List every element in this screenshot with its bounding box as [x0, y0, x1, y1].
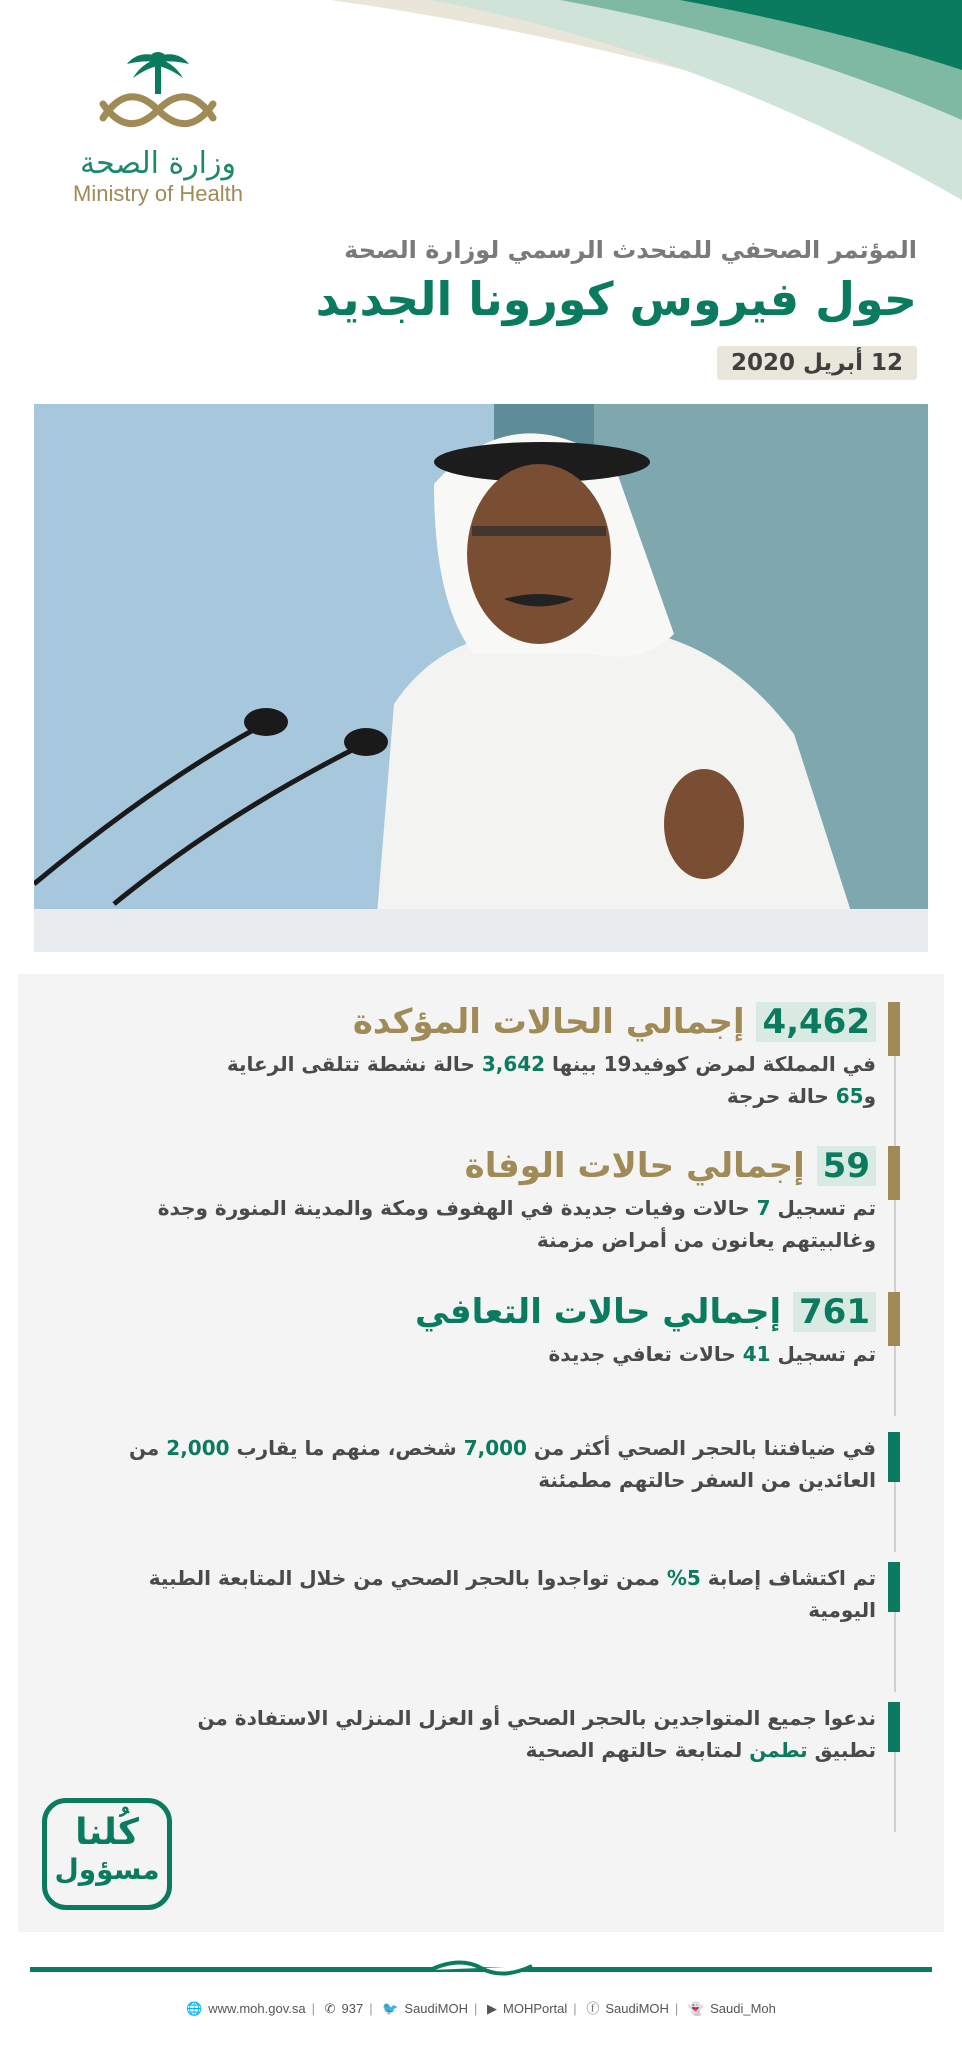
- facebook-icon: ⓕ: [586, 2001, 600, 2016]
- snapchat-handle[interactable]: Saudi_Moh: [710, 2001, 776, 2016]
- campaign-line2: مسؤول: [54, 1853, 160, 1886]
- footer-divider: [30, 1958, 932, 1982]
- section-marker: [888, 1432, 900, 1482]
- section-marker: [888, 1562, 900, 1612]
- stat-description: تم تسجيل 41 حالات تعافي جديدة: [548, 1342, 876, 1366]
- stat-description: تم تسجيل 7 حالات وفيات جديدة في الهفوف ومكة والمدينة المنورة وجدة وغالبيتهم يعانون من أمراض مزمنة: [157, 1196, 876, 1252]
- section-marker: [888, 1292, 900, 1346]
- globe-icon: 🌐: [186, 2001, 203, 2016]
- header: [97, 236, 917, 380]
- footer-contacts: 🌐 www.moh.gov.sa | ✆ 937 | 🐦 SaudiMOH | ▶ MOHPortal | ⓕ SaudiMOH | 👻 Saudi_Moh: [0, 1998, 962, 2017]
- note-quarantine-guests: [20, 1432, 900, 1496]
- stat-confirmed-cases: [20, 1002, 900, 1112]
- phone-icon: ✆: [324, 2001, 336, 2016]
- website-link[interactable]: www.moh.gov.sa: [208, 2001, 306, 2016]
- spokesman-photo: [34, 404, 928, 952]
- tatamman-app-name: تطمن: [749, 1738, 808, 1762]
- palm-swords-emblem-icon: [83, 48, 233, 144]
- stat-recoveries: [20, 1292, 900, 1370]
- moh-logo: [48, 48, 268, 238]
- campaign-line1: كُلنا: [75, 1812, 139, 1853]
- stat-heading: [20, 1002, 900, 1042]
- stat-deaths: [20, 1146, 900, 1256]
- page-subtitle: المؤتمر الصحفي للمتحدث الرسمي لوزارة الصحة: [344, 236, 917, 264]
- logo-arabic-name: وزارة الصحة: [80, 146, 236, 181]
- stat-heading: [20, 1146, 900, 1186]
- stat-heading: [20, 1292, 900, 1332]
- note-text: ندعوا جميع المتواجدين بالحجر الصحي أو العزل المنزلي الاستفادة من تطبيق تطمن لمتابعة حالتهم الصحية: [197, 1706, 876, 1762]
- youtube-handle[interactable]: MOHPortal: [503, 2001, 568, 2016]
- stat-description: في المملكة لمرض كوفيد19 بينها 3,642 حالة نشطة تتلقى الرعاية و65 حالة حرجة: [226, 1052, 876, 1108]
- date-badge: 12 أبريل 2020: [717, 346, 917, 380]
- page-title: حول فيروس كورونا الجديد: [315, 272, 917, 326]
- facebook-handle[interactable]: SaudiMOH: [605, 2001, 669, 2016]
- stat-number: 4,462: [756, 1002, 876, 1042]
- youtube-icon: ▶: [487, 2001, 497, 2016]
- note-text: تم اكتشاف إصابة 5% ممن تواجدوا بالحجر الصحي من خلال المتابعة الطبية اليومية: [148, 1566, 876, 1622]
- campaign-badge: [42, 1798, 172, 1910]
- stat-label: إجمالي الحالات المؤكدة: [352, 1002, 745, 1042]
- note-text: في ضيافتنا بالحجر الصحي أكثر من 7,000 شخص، منهم ما يقارب 2,000 من العائدين من السفر حالتهم مطمئنة: [128, 1436, 876, 1492]
- twitter-handle[interactable]: SaudiMOH: [404, 2001, 468, 2016]
- phone-number[interactable]: 937: [341, 2001, 364, 2016]
- info-panel: [18, 974, 944, 1932]
- stat-number: 59: [817, 1146, 876, 1186]
- stat-number: 761: [793, 1292, 876, 1332]
- logo-english-name: Ministry of Health: [73, 181, 243, 206]
- stat-label: إجمالي حالات التعافي: [414, 1292, 782, 1332]
- stat-label: إجمالي حالات الوفاة: [464, 1146, 805, 1186]
- note-infection-detection: [20, 1562, 900, 1626]
- section-marker: [888, 1146, 900, 1200]
- twitter-icon: 🐦: [382, 2001, 399, 2016]
- section-marker: [888, 1002, 900, 1056]
- snapchat-icon: 👻: [687, 2001, 705, 2016]
- section-marker: [888, 1702, 900, 1752]
- note-tatamman-app: [20, 1702, 900, 1766]
